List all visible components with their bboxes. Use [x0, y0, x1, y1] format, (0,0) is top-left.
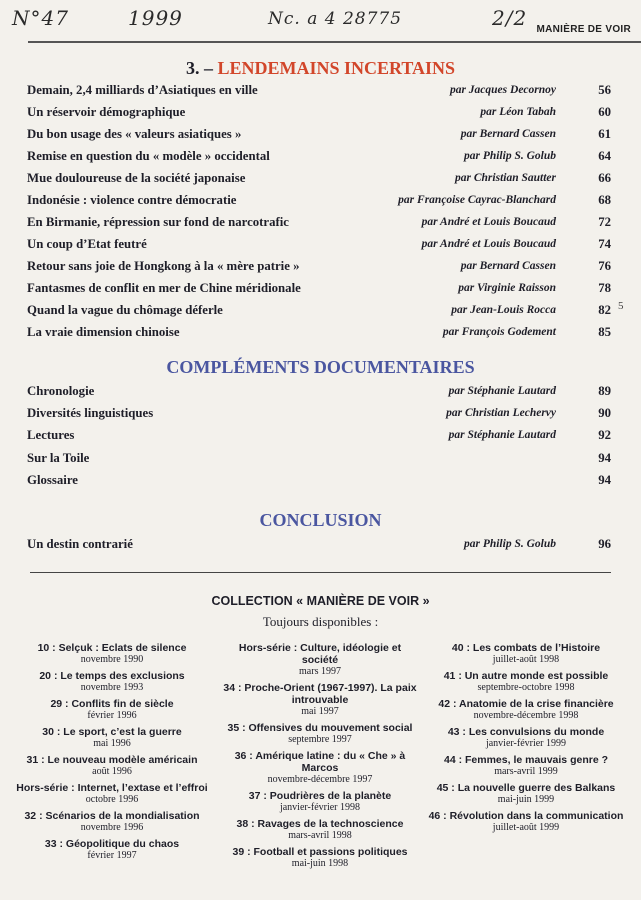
toc-entry-page: 56	[598, 83, 611, 97]
collection-item-title: 41 : Un autre monde est possible	[443, 670, 609, 682]
brand-name: MANIÈRE DE VOIR	[536, 24, 631, 35]
toc-entry	[27, 537, 614, 555]
margin-page-mark: 5	[618, 300, 624, 312]
collection-item-title: 34 : Proche-Orient (1967-1997). La paix introuvable	[223, 682, 417, 706]
collection-item-title: Hors-série : Culture, idéologie et société	[238, 642, 402, 666]
collection-item-title: 31 : Le nouveau modèle américain	[26, 754, 198, 766]
handwritten-reference: Nc. a 4 28775	[268, 9, 403, 29]
collection-item-date: mai 1997	[301, 706, 339, 717]
collection-item-date: mai-juin 1999	[497, 794, 555, 805]
collection-item-title: 38 : Ravages de la technoscience	[236, 818, 404, 830]
toc-entry-title: Sur la Toile	[27, 450, 90, 465]
collection-item	[426, 754, 626, 778]
collection-column-2	[220, 642, 420, 874]
collection-title: COLLECTION « MANIÈRE DE VOIR »	[211, 594, 430, 608]
toc-entry	[27, 325, 614, 343]
toc-entry-page: 94	[598, 472, 611, 487]
toc-entry-page: 90	[598, 406, 611, 421]
toc-entry-title: Retour sans joie de Hongkong à la « mère patrie »	[27, 259, 300, 273]
collection-item	[12, 670, 212, 694]
collection-divider	[30, 572, 611, 573]
collection-item	[12, 838, 212, 862]
collection-item-date: novembre 1993	[80, 682, 144, 693]
section-number: 3. –	[185, 58, 213, 78]
collection-item-date: mai 1996	[93, 738, 131, 749]
toc-entry-title: Glossaire	[27, 472, 78, 487]
section-title: LENDEMAINS INCERTAINS	[217, 58, 456, 78]
toc-entry-author: par Philip S. Golub	[463, 150, 556, 162]
toc-entry	[27, 215, 614, 233]
toc-entry-author: par Christian Lechervy	[446, 407, 556, 420]
toc-entry	[27, 259, 614, 277]
collection-item	[426, 782, 626, 806]
collection-item-date: septembre-octobre 1998	[477, 682, 575, 693]
collection-subtitle: Toujours disponibles :	[262, 614, 379, 629]
collection-item-title: 40 : Les combats de l’Histoire	[451, 642, 601, 654]
collection-item-date: novembre 1996	[80, 822, 144, 833]
toc-entry-author: par Françoise Cayrac-Blanchard	[398, 194, 556, 206]
toc-entry-page: 60	[598, 105, 611, 119]
toc-entry	[27, 451, 614, 469]
toc-entry-title: Un réservoir démographique	[27, 105, 186, 119]
collection-item-title: 44 : Femmes, le mauvais genre ?	[444, 754, 608, 766]
toc-entry-page: 64	[598, 149, 611, 163]
toc-entry-author: par Virginie Raisson	[458, 282, 556, 294]
toc-entry-title: Lectures	[27, 428, 75, 443]
toc-entry-author: par Stéphanie Lautard	[448, 385, 556, 397]
toc-entry	[27, 149, 614, 167]
collection-item-title: 45 : La nouvelle guerre des Balkans	[436, 782, 616, 794]
conclusion-heading: CONCLUSION	[259, 510, 382, 530]
collection-item	[220, 722, 420, 746]
header-rule	[28, 41, 641, 43]
toc-entry-author: par Jacques Decornoy	[449, 84, 556, 96]
toc-entry-title: Mue douloureuse de la société japonaise	[27, 171, 246, 185]
collection-item-title: 29 : Conflits fin de siècle	[50, 698, 174, 710]
toc-entry-page: 72	[598, 215, 611, 229]
toc-entry-page: 61	[598, 127, 611, 141]
toc-entry	[27, 281, 614, 299]
collection-item-title: 39 : Football et passions politiques	[232, 846, 408, 858]
collection-item-title: 36 : Amérique latine : du « Che » à Marcos	[234, 750, 406, 774]
collection-item-title: 35 : Offensives du mouvement social	[227, 722, 413, 734]
collection-item-title: 10 : Selçuk : Eclats de silence	[37, 642, 187, 654]
collection-item	[220, 682, 420, 718]
toc-entry-page: 94	[598, 450, 611, 465]
toc-entry	[27, 428, 614, 446]
toc-entry-author: par Jean-Louis Rocca	[451, 304, 556, 316]
collection-item	[426, 670, 626, 694]
collection-item-title: 30 : Le sport, c’est la guerre	[42, 726, 182, 738]
collection-item-title: 46 : Révolution dans la communication	[428, 810, 624, 822]
toc-entry-author: par André et Louis Boucaud	[421, 238, 556, 250]
collection-item-date: octobre 1996	[85, 794, 139, 805]
collection-item-title: 33 : Géopolitique du chaos	[44, 838, 180, 850]
collection-item-title: 43 : Les convulsions du monde	[447, 726, 605, 738]
collection-item-title: 32 : Scénarios de la mondialisation	[24, 810, 200, 822]
toc-entry	[27, 83, 614, 101]
toc-entry-page: 85	[598, 325, 611, 339]
toc-entry-author: par François Godement	[442, 326, 556, 338]
collection-column-1	[12, 642, 212, 866]
complements-heading: COMPLÉMENTS DOCUMENTAIRES	[166, 357, 475, 377]
section-3-heading	[0, 58, 641, 79]
toc-entry-author: par Bernard Cassen	[460, 128, 556, 140]
collection-item	[220, 846, 420, 870]
collection-item	[426, 726, 626, 750]
collection-item-date: mars 1997	[299, 666, 341, 677]
toc-entry-page: 82	[598, 303, 611, 317]
collection-item	[220, 642, 420, 678]
collection-item-date: juillet-août 1998	[492, 654, 560, 665]
toc-entry-title: La vraie dimension chinoise	[27, 325, 180, 339]
toc-entry-title: Un coup d’Etat feutré	[27, 237, 147, 251]
toc-entry	[27, 303, 614, 321]
collection-item-date: août 1996	[92, 766, 132, 777]
toc-entry-page: 68	[598, 193, 611, 207]
collection-item-date: novembre 1990	[80, 654, 144, 665]
collection-item-date: mars-avril 1999	[494, 766, 558, 777]
toc-entry-page: 78	[598, 281, 611, 295]
collection-column-3	[426, 642, 626, 838]
toc-entry-author: par Philip S. Golub	[463, 538, 556, 550]
collection-item	[426, 642, 626, 666]
toc-entry-title: En Birmanie, répression sur fond de narcotrafic	[27, 215, 289, 229]
handwritten-page: 2/2	[492, 6, 528, 30]
toc-entry-page: 92	[598, 428, 611, 443]
collection-item	[220, 818, 420, 842]
collection-item-date: mai-juin 1998	[291, 858, 349, 869]
collection-item	[12, 642, 212, 666]
collection-item	[12, 726, 212, 750]
toc-entry-author: par Léon Tabah	[480, 106, 556, 118]
toc-entry-page: 74	[598, 237, 611, 251]
toc-entry-page: 96	[598, 537, 611, 551]
toc-entry	[27, 171, 614, 189]
toc-entry-title: Remise en question du « modèle » occidental	[27, 149, 270, 163]
toc-entry	[27, 473, 614, 491]
collection-item	[12, 810, 212, 834]
collection-item-date: février 1997	[87, 850, 137, 861]
toc-entry	[27, 406, 614, 424]
toc-entry	[27, 193, 614, 211]
collection-item	[12, 782, 212, 806]
toc-entry-title: Indonésie : violence contre démocratie	[27, 193, 237, 207]
toc-entry-title: Diversités linguistiques	[27, 406, 154, 421]
toc-entry-title: Du bon usage des « valeurs asiatiques »	[27, 127, 242, 141]
toc-entry-author: par André et Louis Boucaud	[421, 216, 556, 228]
toc-entry	[27, 237, 614, 255]
collection-item	[426, 698, 626, 722]
toc-entry-page: 76	[598, 259, 611, 273]
toc-entry	[27, 105, 614, 123]
collection-item-title: Hors-série : Internet, l’extase et l’effroi	[16, 782, 208, 794]
collection-item-date: février 1996	[87, 710, 137, 721]
toc-entry-author: par Bernard Cassen	[460, 260, 556, 272]
collection-item-title: 37 : Poudrières de la planète	[248, 790, 392, 802]
collection-item-date: mars-avril 1998	[288, 830, 352, 841]
collection-item-date: novembre-décembre 1997	[267, 774, 373, 785]
collection-item-date: juillet-août 1999	[492, 822, 560, 833]
toc-entry-author: par Christian Sautter	[455, 172, 556, 184]
collection-item	[12, 698, 212, 722]
collection-item-date: septembre 1997	[288, 734, 352, 745]
toc-entry	[27, 127, 614, 145]
collection-item	[426, 810, 626, 834]
collection-item	[220, 790, 420, 814]
toc-entry-page: 66	[598, 171, 611, 185]
collection-item-date: janvier-février 1999	[485, 738, 567, 749]
handwritten-year: 1999	[128, 6, 183, 30]
collection-item	[220, 750, 420, 786]
collection-item-title: 42 : Anatomie de la crise financière	[438, 698, 614, 710]
collection-item-date: janvier-février 1998	[279, 802, 361, 813]
collection-item	[12, 754, 212, 778]
toc-entry-title: Chronologie	[27, 384, 95, 398]
toc-entry-title: Demain, 2,4 milliards d’Asiatiques en ville	[27, 83, 258, 97]
toc-entry-title: Un destin contrarié	[27, 537, 133, 551]
handwritten-issue-number: N°47	[12, 6, 69, 30]
toc-entry-author: par Stéphanie Lautard	[448, 429, 556, 442]
toc-entry-title: Quand la vague du chômage déferle	[27, 303, 223, 317]
collection-item-title: 20 : Le temps des exclusions	[39, 670, 185, 682]
toc-entry	[27, 384, 614, 402]
collection-item-date: novembre-décembre 1998	[473, 710, 579, 721]
toc-entry-page: 89	[598, 384, 611, 398]
toc-entry-title: Fantasmes de conflit en mer de Chine méridionale	[27, 281, 301, 295]
